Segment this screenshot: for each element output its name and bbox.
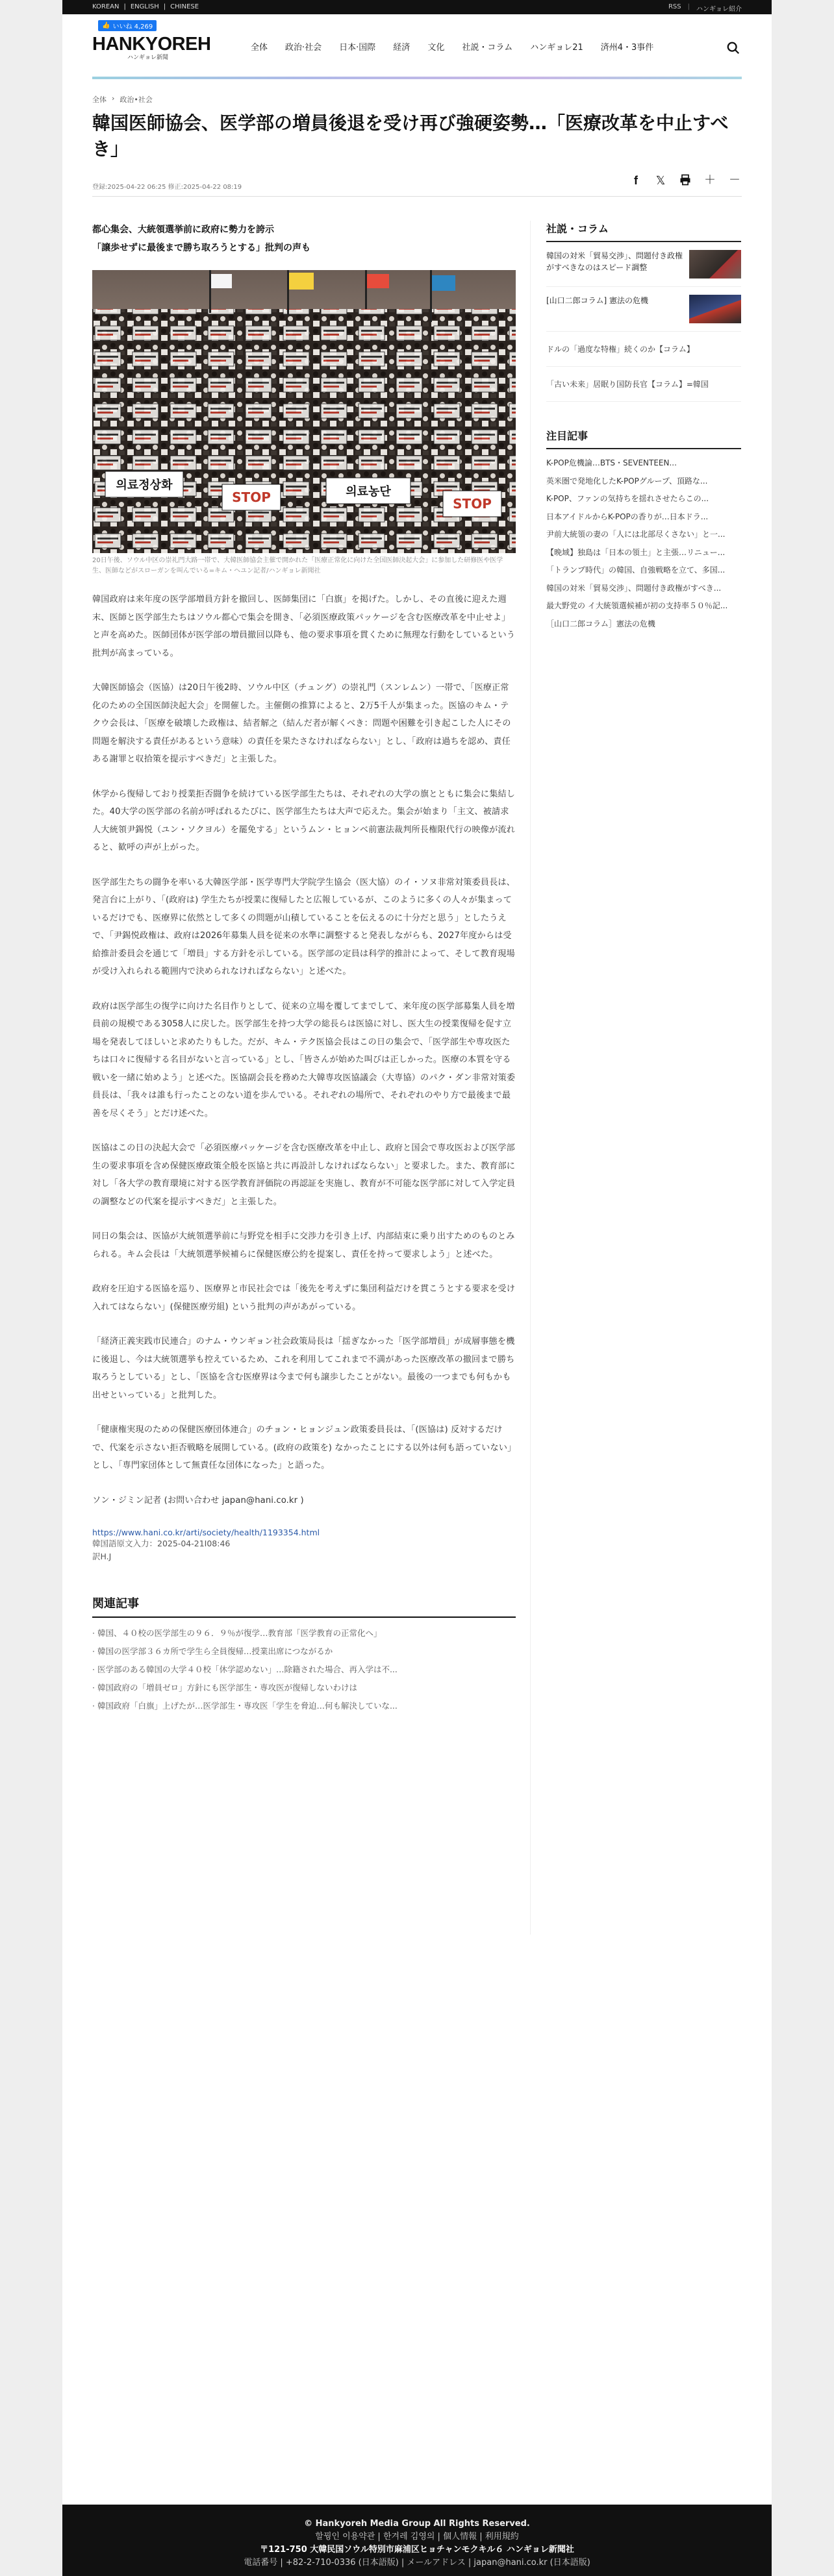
- separator: |: [687, 3, 690, 10]
- sidebar-item[interactable]: [546, 287, 741, 332]
- article-photo: [92, 270, 516, 553]
- paragraph: 医協はこの日の決起大会で「必須医療パッケージを含む医療改革を中止し、政府と国会で専攻医および医学部生の要求事項を含め保健医療政策全般を医協と共に再設計しなければならない」と要求した。また、教育部に対し「各大学の教育環境に対する医学教育評価院の再認証を実施し、教育が不可能な医学部に対して入学定員の調整などの代案を提示すべきだ」と主張した。: [92, 1143, 516, 1207]
- related-heading: 関連記事: [92, 1594, 516, 1618]
- search-icon[interactable]: [726, 41, 740, 55]
- paragraph: 休学から復帰しており授業拒否闘争を続けている医学部生たちは、それぞれの大学の旗とともに集会に集結した。40大学の医学部の名前が呼ばれるたびに、医学部生たちは大声で応えた。集会が始まり「主文、被請求人大統領尹錫悦（ユン・ソクヨル）を罷免する」というムン・ヒョンベ前憲法裁判所長権限代行の映像が流れると、歓呼の声が上がった。: [92, 789, 516, 852]
- about-link[interactable]: ハンギョレ紹介: [696, 6, 742, 13]
- popular-item[interactable]: 英米圏で発地化したK-POPグループ、頂路な...: [546, 476, 708, 486]
- related-articles: [92, 1594, 516, 1715]
- facebook-like-button[interactable]: [98, 20, 157, 31]
- placard-text: 의료농단: [346, 485, 391, 499]
- footer-contact: 電話番号 | +82-2-710-0336 (日本語版) | メールアドレス | japan@hani.co.kr (日本語版): [244, 2558, 590, 2568]
- sidebar-heading-editorial: 社説・コラム: [546, 221, 741, 242]
- chevron-right-icon: ›: [112, 94, 115, 103]
- sidebar-thumbnail[interactable]: [689, 295, 741, 323]
- sidebar-heading-popular: 注目記事: [546, 428, 741, 449]
- popular-item[interactable]: 日本アイドルからK-POPの香りが…日本ドラ...: [546, 512, 709, 521]
- photo-caption: 20日午後、ソウル中区の崇礼門大路一帯で、大韓医師協会主催で開かれた「医療正常化に向けた全国医師決起大会」に参加した研修医や医学生、医師などがスローガンを叫んでいる=キム・ヘユン記者/ハンギョレ新聞社: [92, 557, 503, 575]
- paragraph: 政府は医学部生の復学に向けた名目作りとして、従来の立場を覆してまでして、来年度の医学部募集人員を増員前の規模である3058人に戻した。医学部生を持つ大学の総長らは医協に対し、医大生の授業復帰を促す立場を発表してほしいと求めたりもした。だが、キム・テク医協会長はこの日の集会で、「医学部生や専攻医たちは口々に復帰する名目がないと言っている」とし、「皆さんが始めた叫びは正しかった。医療の本質を守る戦いを一緒に始めよう」と述べた。医協副会長を務めた大韓専攻医協議会（大専協）のパク・ダン非常対策委員長は、「我々は誰も行ったことのない道を歩んでいる。それぞれの場所で、それぞれのやり方で最後まで最善を尽くそう」とだけ述べた。: [92, 1001, 516, 1119]
- rally-crowd-image: [92, 270, 516, 553]
- top-bar: [62, 0, 772, 14]
- footer-links[interactable]: 할꿩인 이용약관 | 한겨레 김영의 | 個人情報 | 利用規約: [315, 2532, 519, 2542]
- paragraph: 政府を圧迫する医協を巡り、医療界と市民社会では「後先を考えずに集団利益だけを貫こうとする要求を受け入れてはならない」(保健医療労組) という批判の声があがっている。: [92, 1284, 516, 1312]
- paragraph: 同日の集会は、医協が大統領選挙前に与野党を相手に交渉力を引き上げ、内部結束に乗り出すためのものとみられる。キム会長は「大統領選挙候補らに保健医療公約を提案し、責任を持って要求しよう」と述べた。: [92, 1232, 515, 1259]
- translator: 訳H.J: [92, 1552, 112, 1561]
- thumbs-up-icon: 👍: [102, 22, 110, 29]
- popular-articles: [546, 428, 741, 633]
- paragraph: 医学部生たちの闘争を率いる大韓医学部・医学専門大学院学生協会（医大協）のイ・ソヌ非常対策委員長は、発言台に上がり、「(政府は) 学生たちが授業に復帰したと広報しているが、このように多くの人々が集まっているだけでも、医療界に依然として多くの問題が山積していることを伝えるのに十分だと思う」としたうえで、「尹錫悦政権は、政府は2026年募集人員を従来の水準に調整すると発表しながらも、2027年度からは受給推計委員会を通じて「増員」する方針を示している。医学部の定員は科学的推計によって、そして教育現場が受け入れられる範囲内で決められなければならない」と述べた。: [92, 877, 515, 976]
- placard-text: STOP: [453, 496, 492, 512]
- meta-divider: [92, 196, 742, 197]
- popular-item[interactable]: 尹前大統領の妻の「人には北部尽くさない」と一...: [546, 530, 726, 539]
- sidebar-item-title[interactable]: [山口二郎コラム] 憲法の危機: [546, 296, 649, 305]
- sidebar-thumbnail[interactable]: [689, 250, 741, 279]
- nav-hankyoreh21[interactable]: ハンギョレ21: [530, 43, 583, 53]
- related-item[interactable]: · 韓国政府の「増員ゼロ」方針にも医学部生・専攻医が復帰しないわけは: [92, 1683, 357, 1692]
- rss-link[interactable]: RSS: [668, 3, 681, 10]
- popular-item[interactable]: 【晩域】独島は「日本の領土」と主張…リニュー...: [546, 547, 726, 557]
- article-text: [92, 591, 516, 1509]
- nav-all[interactable]: 全体: [251, 43, 268, 53]
- popular-item[interactable]: 最大野党の イ大統領選候補が初の支持率５０％記...: [546, 601, 728, 610]
- main-nav: [251, 40, 653, 53]
- article-title: 韓国医師協会、医学部の増員後退を受け再び強硬姿勢…「医療改革を中止すべき」: [92, 112, 729, 160]
- paragraph: 「健康権実現のための保健医療団体連合」のチョン・ヒョンジュン政策委員長は、「(医協は) 反対するだけで、代案を示さない拒否戦略を展開している。(政府の政策を) なかったことにする以外は何も語っていない」とし、「専門家団体として無責任な団体になった」と語った。: [92, 1425, 512, 1470]
- sidebar-item-title[interactable]: 韓国の対米「貿易交渉」、問題付き政権がすべきなのはスピード調整: [546, 251, 683, 272]
- article-dates: 登録:2025-04-22 06:25 修正:2025-04-22 08:19: [92, 184, 242, 191]
- nav-economy[interactable]: 経済: [393, 43, 411, 53]
- sidebar-text-item[interactable]: 「古い未来」居眠り国防長官【コラム】=韓国: [546, 367, 741, 402]
- article-subhead: 都心集会、大統領選挙前に政府に勢力を誇示: [92, 225, 274, 235]
- related-item[interactable]: · 韓国の医学部３６カ所で学生ら全員復帰…授業出席につながるか: [92, 1646, 333, 1656]
- footer-copyright: © Hankyoreh Media Group All Rights Reserved.: [304, 2519, 530, 2529]
- paragraph: 大韓医師協会（医協）は20日午後2時、ソウル中区（チュング）の崇礼門（スンレムン）一帯で、「医療正常化のための全国医師決起大会」を開催した。主催側の推算によると、2万5千人が集まった。医協のキム・テクウ会長は、「医療を破壊した政権は、結者解之（結んだ者が解くべき：問題や困難を引き起こした人にその問題を解決する責任があるという意味）の責任を果たさなければならない」とし、「政府は過ちを認め、責任ある謝罪と収拾策を提示すべきだ」と主張した。: [92, 683, 511, 764]
- popular-item[interactable]: K-POP危機論…BTS・SEVENTEEN...: [546, 458, 677, 467]
- nav-japan-international[interactable]: 日本·国際: [339, 43, 376, 53]
- paragraph: 韓国政府は来年度の医学部増員方針を撤回し、医師集団に「白旗」を掲げた。しかし、その直後に迎えた週末、医師と医学部生たちはソウル都心で集会を開き、「必須医療政策パッケージを含む医療改革を中止せよ」と声を高めた。医師団体が医学部の増員撤回以降も、他の要求事項を貫くために無理な行動をしているという批判が高まっている。: [92, 595, 516, 658]
- lang-english-link[interactable]: ENGLISH: [130, 3, 159, 10]
- sidebar: [546, 221, 741, 633]
- original-article-link[interactable]: https://www.hani.co.kr/arti/society/health/1193354.html: [92, 1528, 320, 1537]
- sidebar-text-item[interactable]: ドルの「過度な特権」続くのか【コラム】: [546, 332, 741, 367]
- header-divider: [92, 77, 742, 79]
- related-item[interactable]: · 韓国政府「白旗」上げたが…医学部生・専攻医「学生を脅迫…何も解決していな...: [92, 1701, 398, 1711]
- print-icon[interactable]: [678, 173, 692, 188]
- font-increase-icon[interactable]: ＋: [704, 173, 716, 187]
- site-logo-subtitle: ハンギョレ新聞: [127, 55, 169, 61]
- x-twitter-icon[interactable]: 𝕏: [655, 174, 666, 187]
- placard-text: STOP: [232, 489, 271, 505]
- popular-item[interactable]: ［山口二郎コラム］憲法の危機: [546, 619, 655, 628]
- page: [62, 0, 772, 2576]
- related-item[interactable]: · 医学部のある韓国の大学４０校「休学認めない」…除籍された場合、再入学は不...: [92, 1665, 398, 1674]
- site-logo[interactable]: HANKYOREH: [92, 34, 211, 55]
- byline: ソン・ジミン記者 (お問い合わせ japan@hani.co.kr ): [92, 1495, 304, 1505]
- footer-address: 〒121-750 大韓民国ソウル特別市麻浦区ヒョチャンモクキル６ ハンギョレ新聞社: [260, 2545, 574, 2555]
- separator: |: [123, 3, 126, 10]
- share-tools: [629, 173, 742, 188]
- article-subhead: 「譲歩せずに最後まで勝ち取ろうとする」批判の声も: [92, 243, 310, 253]
- separator: |: [163, 3, 166, 10]
- popular-item[interactable]: 韓国の対米「貿易交渉」、問題付き政権がすべき...: [546, 583, 722, 593]
- sidebar-item[interactable]: [546, 242, 741, 287]
- like-count: いいね 4,269: [112, 23, 153, 31]
- site-footer: [62, 2505, 772, 2576]
- related-item[interactable]: · 韓国、４０校の医学部生の９６．９％が復学…教育部「医学教育の正常化へ」: [92, 1628, 382, 1638]
- popular-item[interactable]: 「トランプ時代」の韓国、自強戦略を立て、多国...: [546, 565, 726, 575]
- lang-chinese-link[interactable]: CHINESE: [170, 3, 199, 10]
- paragraph: 「経済正義実践市民連合」のナム・ウンギョン社会政策局長は「揺ぎなかった「医学部増員」が成層事態を機に後退し、今は大統領選挙も控えているため、これを利用してこれまで不満があった医療改革の撤回まで勝ち取ろうとしている」とし、「医協を含む医療界は今まで何も譲歩したことがない。最後の一つまでも何もかも出せといっている」と批判した。: [92, 1337, 515, 1400]
- nav-culture[interactable]: 文化: [427, 43, 445, 53]
- original-date: 韓国語原文入力：2025-04-21I08:46: [92, 1539, 231, 1548]
- breadcrumb-all[interactable]: 全体: [92, 95, 107, 104]
- placard-text: 의료정상화: [116, 478, 173, 492]
- nav-jeju43[interactable]: 済州4・3事件: [600, 43, 654, 53]
- language-links: [92, 3, 199, 10]
- facebook-icon[interactable]: f: [634, 174, 638, 187]
- nav-editorial-column[interactable]: 社説・コラム: [462, 43, 513, 53]
- popular-item[interactable]: K-POP、ファンの気持ちを揺れさせたらこの...: [546, 494, 709, 503]
- breadcrumb: [92, 94, 153, 105]
- font-decrease-icon[interactable]: －: [729, 173, 740, 187]
- site-header: [62, 14, 772, 78]
- lang-korean-link[interactable]: KOREAN: [92, 3, 120, 10]
- nav-politics-society[interactable]: 政治·社会: [285, 43, 322, 53]
- top-right-links: [668, 3, 742, 13]
- article-body: [92, 221, 516, 1715]
- breadcrumb-section[interactable]: 政治•社会: [120, 95, 153, 104]
- column-divider: [530, 221, 531, 1935]
